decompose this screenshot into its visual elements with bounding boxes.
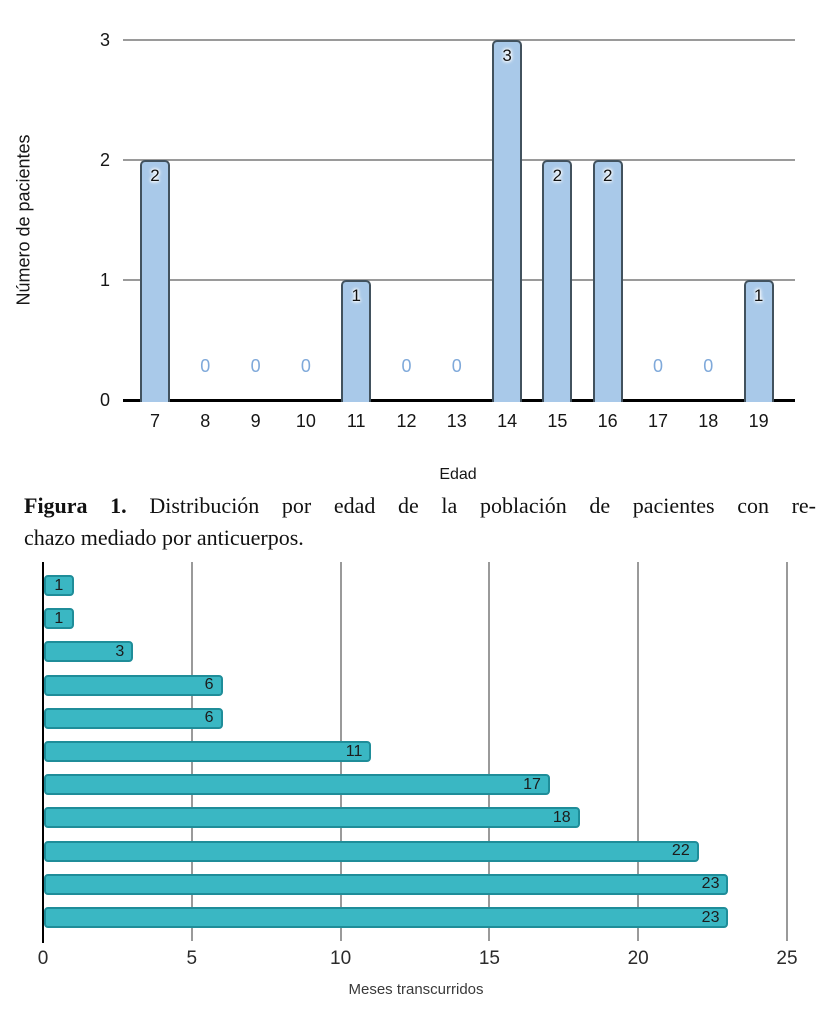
gridline [123,39,795,41]
bar [44,708,223,729]
y-tick-label: 0 [99,390,110,410]
gridline [123,279,795,281]
bar-value-label: 2 [552,166,563,185]
y-tick-label: 3 [99,30,110,50]
figure-caption-line2: chazo mediado por anticuerpos. [24,525,304,550]
x-tick-label: 15 [478,948,500,969]
bar-value-label: 11 [345,742,363,760]
bar-value-label: 2 [150,166,160,185]
bar-value-label: 1 [351,286,361,305]
figure-caption-line1 [24,490,816,522]
x-tick-label: 17 [647,411,669,431]
x-tick-label: 8 [200,411,211,431]
bar [44,874,728,895]
bar [744,280,774,402]
zero-value-label: 0 [300,356,311,376]
bar [140,160,170,402]
zero-value-label: 0 [703,356,714,376]
y-axis-title: Número de pacientes [13,134,34,306]
x-tick-label: 0 [37,948,49,969]
figure-caption-text: Distribución por edad de la población de pacientes con re- [126,493,816,518]
x-tick-label: 10 [295,411,316,431]
bar [44,608,74,629]
bar-value-label: 1 [753,286,764,305]
bar-value-label: 6 [204,676,214,694]
figure-caption [24,490,816,554]
x-axis-title: Meses transcurridos [348,981,484,998]
bar [593,160,623,402]
x-tick-label: 16 [597,411,618,431]
zero-value-label: 0 [652,356,663,376]
x-tick-label: 18 [698,411,719,431]
zero-value-label: 0 [250,356,261,376]
bar [44,575,74,596]
x-tick-label: 25 [776,948,798,969]
bar [341,280,371,402]
x-tick-label: 7 [149,411,160,431]
x-tick-label: 10 [330,948,352,969]
x-tick-label: 11 [346,411,366,431]
bar-value-label: 22 [671,842,690,860]
x-tick-label: 14 [497,411,518,431]
figure-caption-label: Figura 1. [24,493,127,518]
x-tick-label: 5 [186,948,198,969]
bar-value-label: 3 [115,642,125,660]
bar [492,40,522,402]
bar [44,841,699,862]
bar-value-label: 23 [701,908,720,926]
zero-value-label: 0 [200,356,211,376]
bar-value-label: 1 [54,609,64,627]
zero-value-label: 0 [451,356,462,376]
bar-value-label: 1 [54,576,64,594]
x-axis-line [123,399,795,402]
zero-value-label: 0 [401,356,412,376]
x-tick-label: 13 [446,411,467,431]
bar-value-label: 3 [502,46,512,65]
x-tick-label: 12 [396,411,417,431]
bar-value-label: 2 [602,166,613,185]
x-tick-label: 15 [547,411,568,431]
x-tick-label: 19 [748,411,769,431]
bar-value-label: 6 [204,709,214,727]
x-tick-label: 20 [627,948,649,969]
bar [542,160,572,402]
bar-value-label: 23 [701,875,720,893]
bar [44,641,133,662]
bar [44,675,223,696]
bar [44,741,371,762]
x-axis-title: Edad [439,466,477,483]
gridline [786,562,788,941]
bar-value-label: 18 [552,808,571,826]
bar [44,907,728,928]
y-tick-label: 1 [99,270,110,290]
bar [44,774,550,795]
bar-value-label: 17 [523,775,541,793]
gridline [123,159,795,161]
bar [44,807,580,828]
y-tick-label: 2 [99,150,110,170]
x-tick-label: 9 [250,411,261,431]
